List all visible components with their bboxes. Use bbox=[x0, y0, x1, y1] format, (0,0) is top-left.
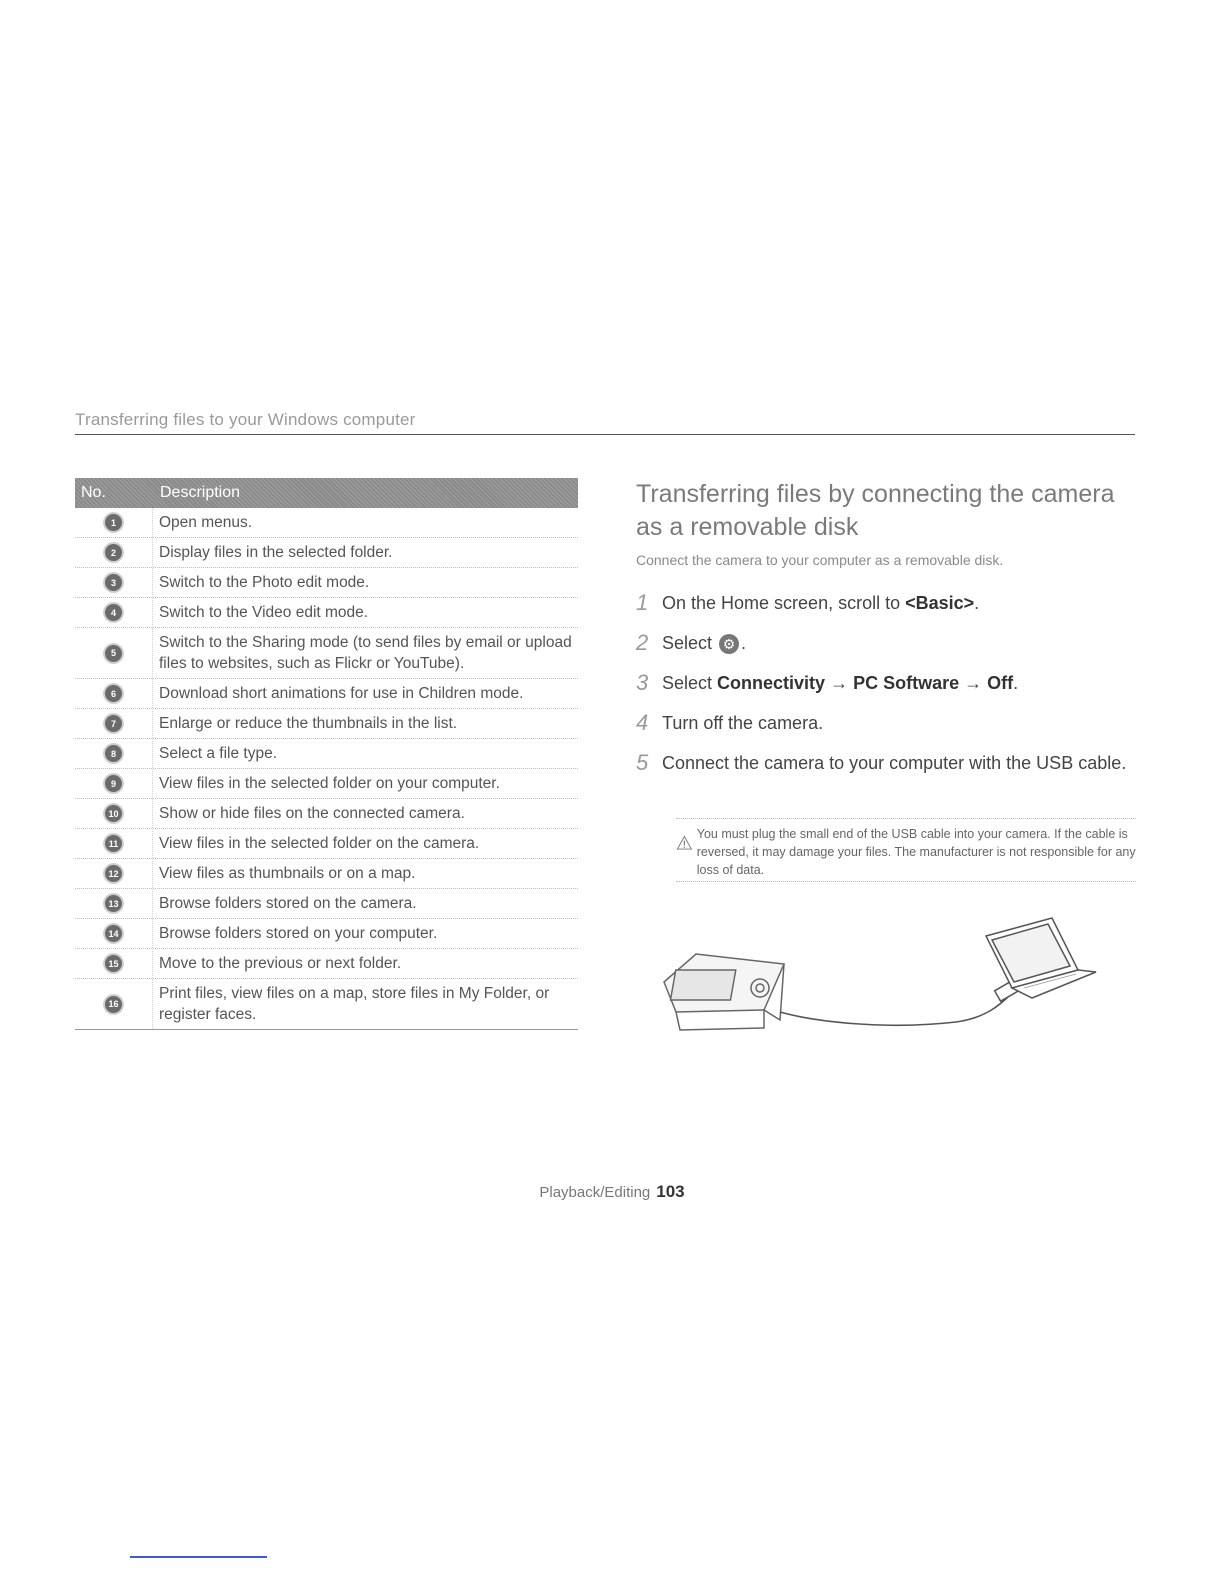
step-number: 3 bbox=[636, 670, 649, 695]
step-text: Turn off the camera. bbox=[662, 713, 824, 733]
steps-list bbox=[636, 590, 1136, 776]
row-description: Move to the previous or next folder. bbox=[159, 955, 402, 972]
row-description: Switch to the Video edit mode. bbox=[159, 604, 369, 621]
col-no-header: No. bbox=[81, 484, 106, 501]
row-number-cell bbox=[75, 538, 153, 567]
row-number-badge: 11 bbox=[105, 835, 122, 852]
step-text-post: . bbox=[741, 633, 747, 653]
row-description: Enlarge or reduce the thumbnails in the list. bbox=[159, 715, 458, 732]
table-row bbox=[75, 538, 578, 568]
arrow-icon: → bbox=[825, 673, 854, 693]
row-number-cell bbox=[75, 739, 153, 768]
step-5 bbox=[636, 750, 1136, 776]
section-content bbox=[636, 478, 1136, 790]
table-row bbox=[75, 949, 578, 979]
step-text bbox=[662, 590, 979, 616]
arrow-icon: → bbox=[959, 673, 988, 693]
table-row bbox=[75, 859, 578, 889]
row-description: Switch to the Sharing mode (to send files by email or upload files to websites, such as Flickr or YouTube). bbox=[159, 634, 572, 672]
step-4 bbox=[636, 710, 1136, 736]
step-text: Connect the camera to your computer with the USB cable. bbox=[662, 753, 1127, 773]
row-number-cell bbox=[75, 769, 153, 798]
row-description: Show or hide files on the connected camera. bbox=[159, 805, 465, 822]
step-text-bold: Connectivity bbox=[717, 673, 826, 693]
row-number-badge: 3 bbox=[105, 574, 122, 591]
row-number-badge: 10 bbox=[105, 805, 122, 822]
row-number-cell bbox=[75, 799, 153, 828]
row-number-cell bbox=[75, 709, 153, 738]
step-text-pre: On the Home screen, scroll to bbox=[662, 593, 906, 613]
row-description: View files in the selected folder on your computer. bbox=[159, 775, 500, 792]
row-number-badge: 13 bbox=[105, 895, 122, 912]
section-title: Transferring files by connecting the camera as a removable disk bbox=[636, 480, 1115, 541]
row-description: Browse folders stored on your computer. bbox=[159, 925, 438, 942]
row-number-badge: 16 bbox=[105, 996, 122, 1013]
row-description: View files in the selected folder on the camera. bbox=[159, 835, 480, 852]
step-text-bold: Off bbox=[987, 673, 1014, 693]
row-number-badge: 1 bbox=[105, 514, 122, 531]
table-row bbox=[75, 568, 578, 598]
row-number-cell bbox=[75, 859, 153, 888]
row-number-badge: 4 bbox=[105, 604, 122, 621]
row-number-cell bbox=[75, 508, 153, 537]
row-description: View files as thumbnails or on a map. bbox=[159, 865, 416, 882]
row-number-cell bbox=[75, 829, 153, 858]
caution-note bbox=[676, 818, 1136, 882]
step-1 bbox=[636, 590, 1136, 616]
table-row bbox=[75, 799, 578, 829]
table-row bbox=[75, 889, 578, 919]
step-number: 4 bbox=[636, 710, 649, 735]
page-number: 103 bbox=[656, 1182, 685, 1201]
row-number-badge: 7 bbox=[105, 715, 122, 732]
caution-text: You must plug the small end of the USB cable into your camera. If the cable is reversed, it may damage your files. The manufacturer is not responsible for any loss of data. bbox=[696, 827, 1136, 877]
row-number-badge: 12 bbox=[105, 865, 122, 882]
step-2 bbox=[636, 630, 1136, 656]
row-number-cell bbox=[75, 919, 153, 948]
row-number-cell bbox=[75, 679, 153, 708]
row-description: Select a file type. bbox=[159, 745, 278, 762]
table-body bbox=[75, 508, 578, 1030]
step-text-bold: PC Software bbox=[853, 673, 960, 693]
table-row bbox=[75, 628, 578, 679]
footer-section: Playback/Editing bbox=[539, 1184, 651, 1201]
page-footer bbox=[0, 1182, 1224, 1202]
step-text-pre: Select bbox=[662, 633, 713, 653]
row-number-badge: 14 bbox=[105, 925, 122, 942]
section-subtitle: Connect the camera to your computer as a removable disk. bbox=[636, 552, 1004, 568]
table-row bbox=[75, 829, 578, 859]
col-desc-header: Description bbox=[160, 484, 241, 501]
row-description: Print files, view files on a map, store files in My Folder, or register faces. bbox=[159, 985, 550, 1023]
table-row bbox=[75, 679, 578, 709]
table-row bbox=[75, 919, 578, 949]
row-number-badge: 15 bbox=[105, 955, 122, 972]
settings-gear-icon: ⚙ bbox=[719, 634, 739, 654]
step-number: 5 bbox=[636, 750, 649, 775]
table-row bbox=[75, 709, 578, 739]
table-row bbox=[75, 739, 578, 769]
table-row bbox=[75, 508, 578, 538]
row-number-badge: 9 bbox=[105, 775, 122, 792]
row-number-cell bbox=[75, 979, 153, 1029]
row-number-cell bbox=[75, 889, 153, 918]
row-number-cell bbox=[75, 949, 153, 978]
page-header bbox=[75, 404, 1135, 435]
table-header bbox=[75, 478, 578, 508]
usb-cable bbox=[780, 994, 1011, 1025]
description-table bbox=[75, 478, 578, 1030]
row-description: Display files in the selected folder. bbox=[159, 544, 393, 561]
step-text-post: . bbox=[1013, 673, 1019, 693]
table-row bbox=[75, 769, 578, 799]
row-description: Browse folders stored on the camera. bbox=[159, 895, 417, 912]
row-number-badge: 8 bbox=[105, 745, 122, 762]
underline-link[interactable] bbox=[130, 1556, 267, 1558]
camera-usb-laptop-illustration bbox=[656, 912, 1100, 1040]
step-text bbox=[662, 630, 746, 656]
step-text-pre: Select bbox=[662, 673, 718, 693]
step-text bbox=[662, 670, 1018, 696]
step-number: 1 bbox=[636, 590, 649, 615]
step-text-bold: <Basic> bbox=[905, 593, 975, 613]
row-number-badge: 2 bbox=[105, 544, 122, 561]
table-row bbox=[75, 598, 578, 628]
warning-triangle-icon bbox=[676, 825, 693, 861]
row-number-cell bbox=[75, 598, 153, 627]
step-3 bbox=[636, 670, 1136, 696]
row-number-badge: 5 bbox=[105, 645, 122, 662]
row-description: Download short animations for use in Children mode. bbox=[159, 685, 524, 702]
row-number-badge: 6 bbox=[105, 685, 122, 702]
row-description: Open menus. bbox=[159, 514, 253, 531]
row-number-cell bbox=[75, 568, 153, 597]
header-title: Transferring files to your Windows computer bbox=[75, 410, 416, 429]
row-number-cell bbox=[75, 628, 153, 678]
row-description: Switch to the Photo edit mode. bbox=[159, 574, 370, 591]
step-number: 2 bbox=[636, 630, 649, 655]
step-text-post: . bbox=[974, 593, 980, 613]
table-row bbox=[75, 979, 578, 1030]
camera-icon bbox=[664, 954, 784, 1030]
